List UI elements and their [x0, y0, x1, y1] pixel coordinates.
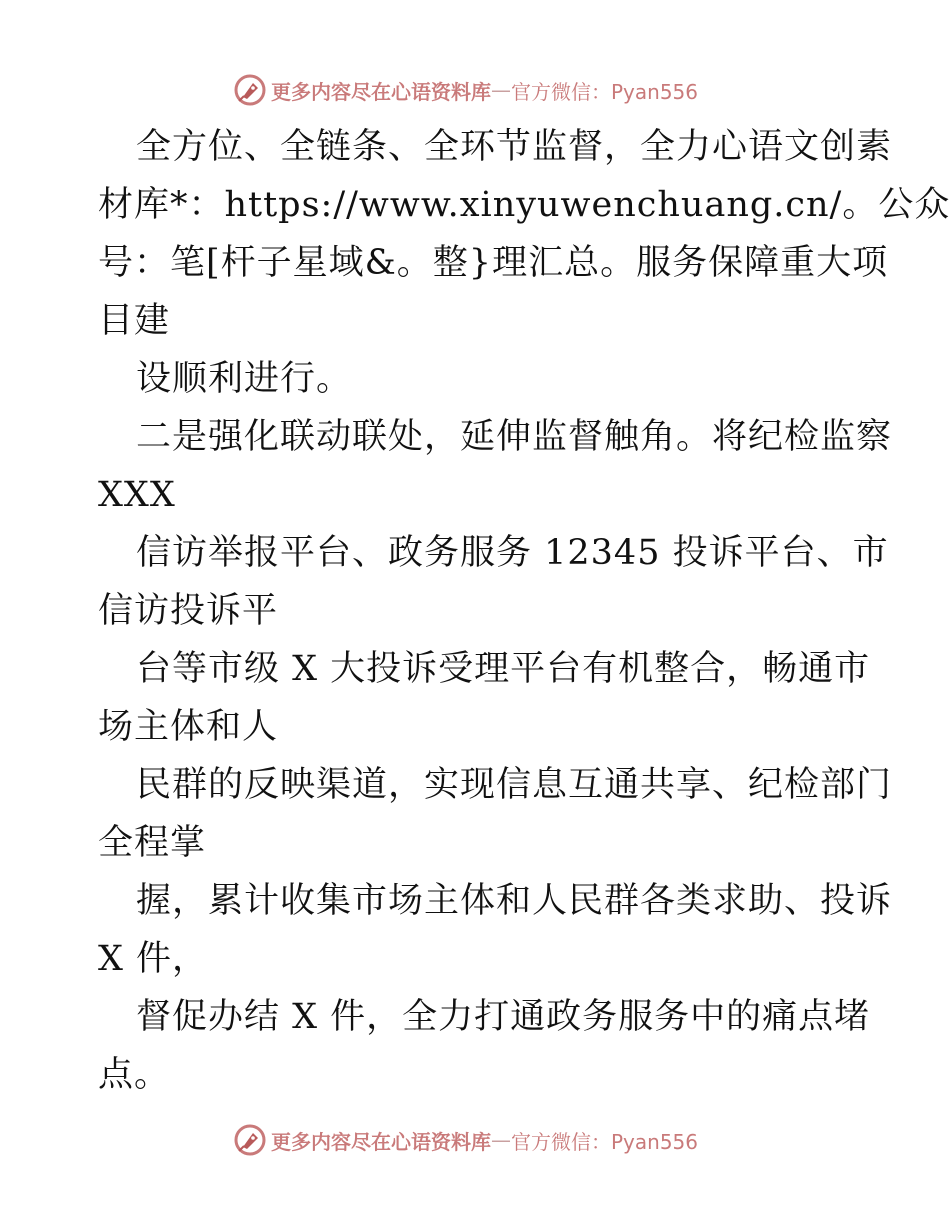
body-line: 民群的反映渠道，实现信息互通共享、纪检部门	[136, 765, 893, 805]
pen-nib-logo-icon	[233, 1123, 267, 1157]
body-line: 点。	[98, 1055, 171, 1095]
body-line: X 件，	[98, 939, 209, 979]
banner-main-text: 更多内容尽在心语资料库	[271, 79, 491, 104]
body-line: 目建	[98, 301, 171, 341]
banner-wechat-text: 官方微信：Pyan556	[511, 1129, 699, 1154]
body-line: 督促办结 X 件，全力打通政务服务中的痛点堵	[136, 997, 871, 1037]
banner-dash: —	[491, 78, 511, 102]
body-line: 场主体和人	[98, 707, 279, 747]
body-line: 信访投诉平	[98, 591, 279, 631]
banner-wechat-text: 官方微信：Pyan556	[511, 79, 699, 104]
footer-watermark-banner	[0, 1120, 950, 1160]
header-watermark-banner	[0, 70, 950, 110]
body-line: 全程掌	[98, 823, 207, 863]
body-line: 台等市级 X 大投诉受理平台有机整合，畅通市	[136, 649, 871, 689]
pen-nib-logo-icon	[233, 73, 267, 107]
banner-main-text: 更多内容尽在心语资料库	[271, 1129, 491, 1154]
body-line: 号：笔[杆子星域&。整}理汇总。服务保障重大项	[98, 243, 889, 283]
banner-dash: —	[491, 1128, 511, 1152]
body-line: 材库*：https://www.xinyuwenchuang.cn/。公众	[98, 185, 950, 225]
body-line: 二是强化联动联处，延伸监督触角。将纪检监察	[136, 417, 893, 457]
body-line: XXX	[98, 475, 176, 515]
body-line: 信访举报平台、政务服务 12345 投诉平台、市	[136, 533, 889, 573]
document-body	[98, 118, 950, 1104]
body-line: 握，累计收集市场主体和人民群各类求助、投诉	[136, 881, 893, 921]
body-line: 全方位、全链条、全环节监督，全力心语文创素	[136, 127, 893, 167]
body-line: 设顺利进行。	[136, 359, 353, 399]
